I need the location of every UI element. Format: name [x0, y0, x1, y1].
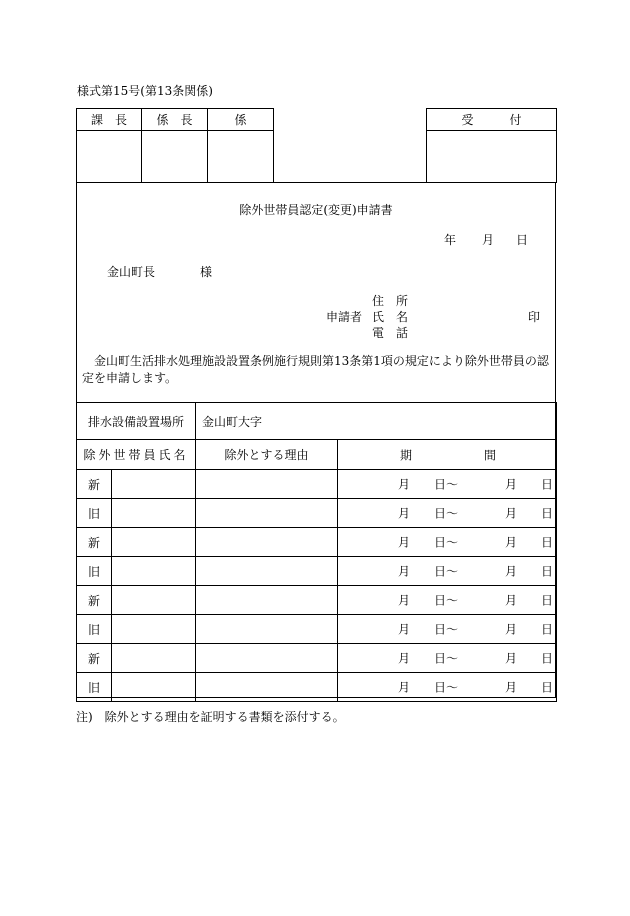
date-day[interactable]: 日	[516, 233, 529, 247]
reception-stamp-cell[interactable]	[427, 131, 557, 183]
member-name-cell[interactable]	[112, 615, 196, 644]
member-name-cell[interactable]	[112, 644, 196, 673]
end-month: 月	[505, 622, 518, 637]
member-name-cell[interactable]	[112, 470, 196, 499]
period-cell[interactable]	[338, 557, 557, 586]
member-name-cell[interactable]	[112, 673, 196, 702]
start-month: 月	[398, 564, 411, 579]
row-type: 旧	[77, 673, 112, 702]
member-name-header: 除外世帯員氏名	[77, 440, 196, 470]
period-cell[interactable]	[338, 499, 557, 528]
reason-cell[interactable]	[196, 528, 338, 557]
end-month: 月	[505, 506, 518, 521]
reception-label: 受 付	[427, 109, 557, 131]
end-month: 月	[505, 564, 518, 579]
location-value[interactable]: 金山町大字	[196, 403, 557, 440]
end-day: 日	[541, 535, 554, 550]
start-month: 月	[398, 622, 411, 637]
end-month: 月	[505, 651, 518, 666]
period-cell[interactable]	[338, 615, 557, 644]
approval-stamp-boxes	[76, 108, 274, 183]
member-name-cell[interactable]	[112, 557, 196, 586]
table-row	[77, 644, 557, 673]
row-type: 旧	[77, 499, 112, 528]
approval-stamp-cell[interactable]	[208, 131, 274, 183]
end-month: 月	[505, 593, 518, 608]
row-type: 新	[77, 586, 112, 615]
reason-cell[interactable]	[196, 644, 338, 673]
period-cell[interactable]	[338, 470, 557, 499]
approval-header-staff: 係	[208, 109, 274, 131]
member-name-cell[interactable]	[112, 528, 196, 557]
start-day: 日〜	[434, 506, 459, 521]
row-type: 新	[77, 528, 112, 557]
footnote: 注) 除外とする理由を証明する書類を添付する。	[76, 710, 345, 724]
row-type: 新	[77, 644, 112, 673]
start-month: 月	[398, 651, 411, 666]
table-row	[77, 586, 557, 615]
phone-label: 電 話	[372, 326, 409, 340]
end-day: 日	[541, 564, 554, 579]
row-type: 旧	[77, 557, 112, 586]
table-row	[77, 615, 557, 644]
approval-stamp-cell[interactable]	[142, 131, 208, 183]
period-cell[interactable]	[338, 528, 557, 557]
start-day: 日〜	[434, 477, 459, 492]
start-day: 日〜	[434, 593, 459, 608]
row-type: 新	[77, 470, 112, 499]
end-day: 日	[541, 622, 554, 637]
approval-header-section-chief: 課 長	[77, 109, 142, 131]
period-cell[interactable]	[338, 586, 557, 615]
end-day: 日	[541, 477, 554, 492]
end-month: 月	[505, 535, 518, 550]
addressee: 金山町長	[107, 265, 156, 279]
member-name-cell[interactable]	[112, 586, 196, 615]
start-day: 日〜	[434, 680, 459, 695]
honorific: 様	[200, 265, 213, 279]
end-day: 日	[541, 593, 554, 608]
end-day: 日	[541, 651, 554, 666]
start-day: 日〜	[434, 651, 459, 666]
table-row	[77, 557, 557, 586]
period-header	[338, 440, 557, 470]
date-month[interactable]: 月	[482, 233, 495, 247]
row-type: 旧	[77, 615, 112, 644]
start-month: 月	[398, 477, 411, 492]
start-day: 日〜	[434, 622, 459, 637]
table-row	[77, 470, 557, 499]
reception-box	[426, 108, 557, 183]
name-label: 氏 名	[372, 310, 409, 324]
date-year[interactable]: 年	[444, 233, 457, 247]
reason-cell[interactable]	[196, 557, 338, 586]
member-table	[76, 402, 557, 702]
address-label: 住 所	[372, 294, 409, 308]
application-statement: 金山町生活排水処理施設設置条例施行規則第13条第1項の規定により除外世帯員の認定を申請します。	[82, 354, 549, 385]
approval-header-subsection-chief: 係 長	[142, 109, 208, 131]
start-month: 月	[398, 506, 411, 521]
reason-cell[interactable]	[196, 499, 338, 528]
period-cell[interactable]	[338, 644, 557, 673]
period-header-1: 期	[400, 448, 413, 462]
end-day: 日	[541, 680, 554, 695]
table-row	[77, 673, 557, 702]
reason-cell[interactable]	[196, 586, 338, 615]
period-cell[interactable]	[338, 673, 557, 702]
end-day: 日	[541, 506, 554, 521]
applicant-label: 申請者	[326, 310, 363, 324]
reason-cell[interactable]	[196, 673, 338, 702]
start-month: 月	[398, 593, 411, 608]
seal-mark: 印	[528, 310, 541, 324]
end-month: 月	[505, 680, 518, 695]
form-number: 様式第15号(第13条関係)	[77, 84, 213, 98]
period-header-2: 間	[484, 448, 497, 462]
table-row	[77, 499, 557, 528]
start-day: 日〜	[434, 535, 459, 550]
start-month: 月	[398, 535, 411, 550]
document-title: 除外世帯員認定(変更)申請書	[239, 203, 393, 217]
end-month: 月	[505, 477, 518, 492]
table-row	[77, 528, 557, 557]
location-label: 排水設備設置場所	[77, 403, 196, 440]
approval-stamp-cell[interactable]	[77, 131, 142, 183]
start-day: 日〜	[434, 564, 459, 579]
reason-cell[interactable]	[196, 615, 338, 644]
reason-cell[interactable]	[196, 470, 338, 499]
member-name-cell[interactable]	[112, 499, 196, 528]
start-month: 月	[398, 680, 411, 695]
reason-header: 除外とする理由	[196, 440, 338, 470]
